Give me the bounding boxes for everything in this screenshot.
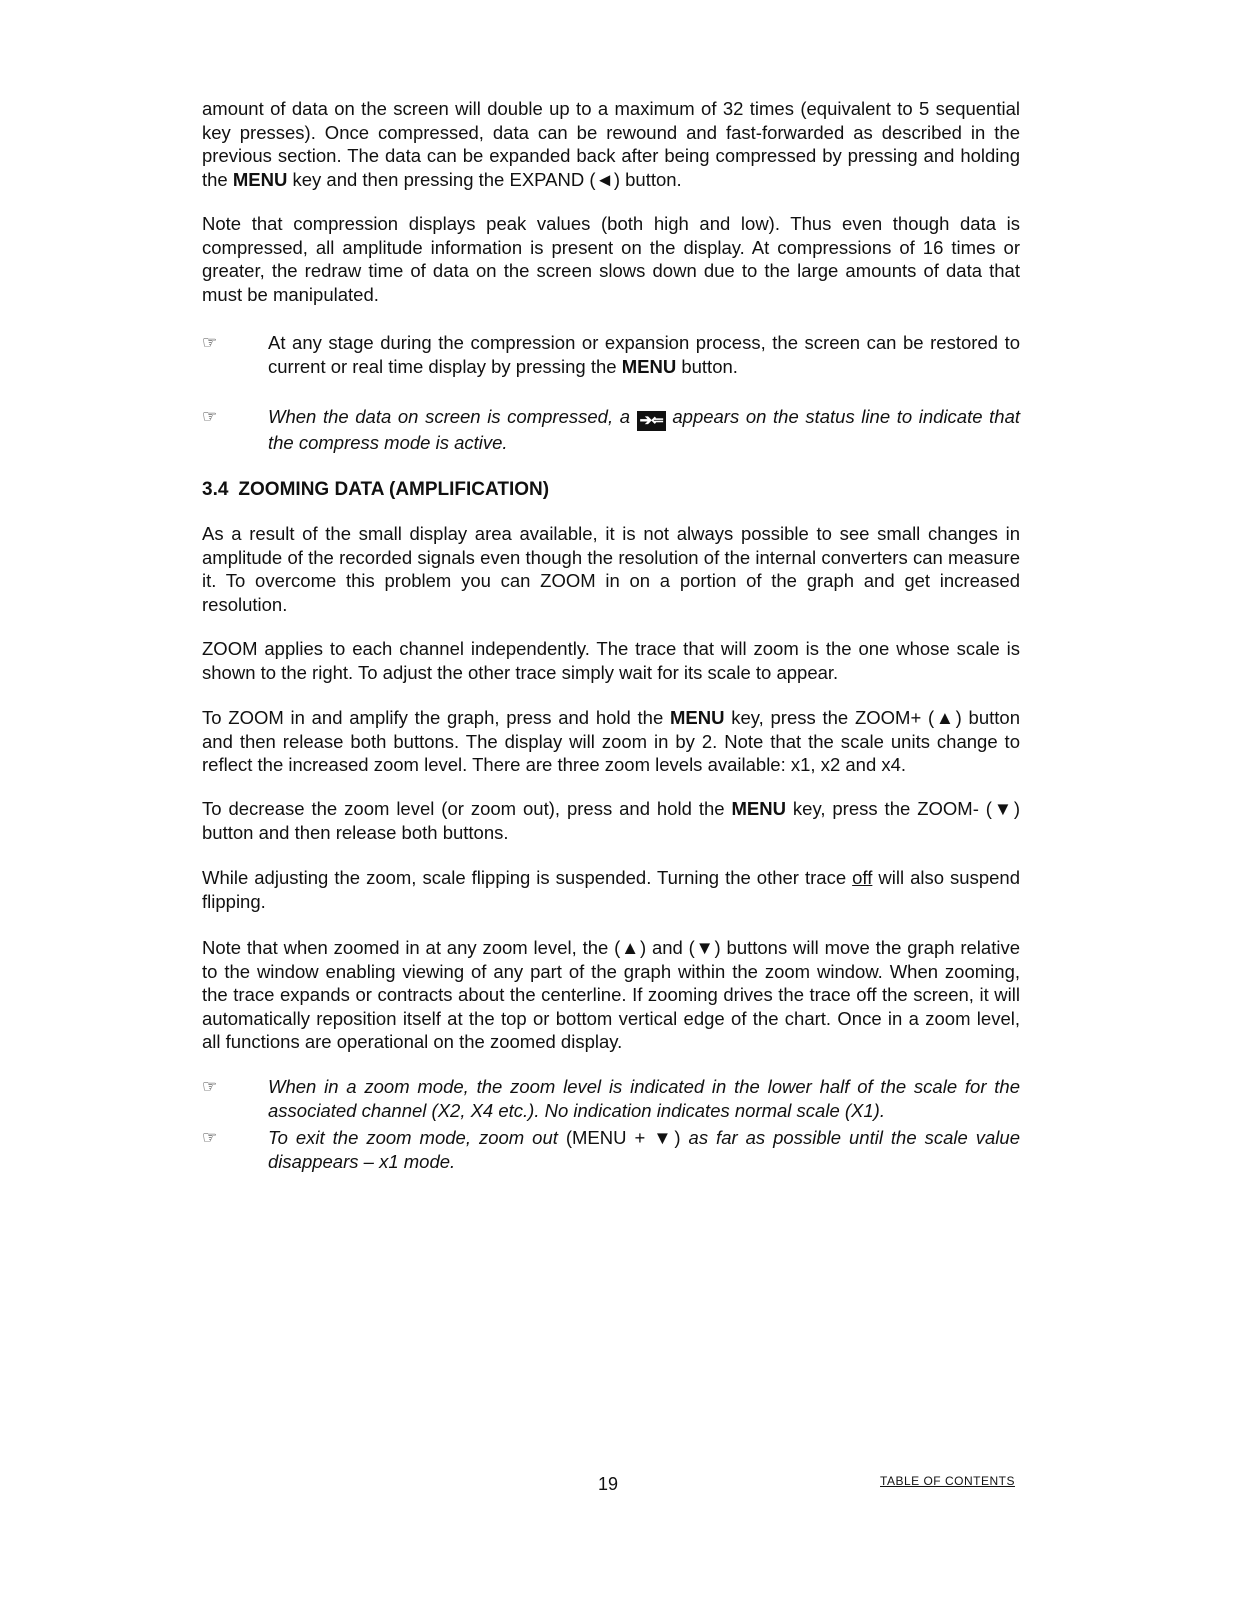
menu-key-label: MENU — [731, 798, 786, 819]
note-zoom-level-indicator — [202, 1075, 1020, 1122]
text-run: At any stage during the compression or expansion process, the screen can be restored to current or real time display by pressing the — [268, 332, 1020, 377]
note-text — [268, 1126, 1020, 1173]
pointing-hand-icon: ☞ — [202, 407, 218, 426]
text-run: key, press the ZOOM+ (▲) button and then release both buttons. The display will zoom in by 2. Note that the scale units change to reflect the increased zoom level. There are three zoom levels available: x1, x2 and x4. — [202, 707, 1020, 775]
text-run: appears on the status line to indicate that the compress mode is active. — [268, 406, 1020, 453]
paragraph-zoom-channel: ZOOM applies to each channel independently. The trace that will zoom is the one whose scale is shown to the right. To adjust the other trace simply wait for its scale to appear. — [202, 638, 1020, 683]
note-exit-zoom — [202, 1126, 1020, 1173]
section-number: 3.4 — [202, 479, 229, 500]
paragraph-peak-values: Note that compression displays peak values (both high and low). Thus even though data is compressed, all amplitude information is present on the display. At compressions of 16 times or greater, the redraw time of data on the screen slows down due to the large amounts of data that must be manipulated. — [202, 213, 1020, 305]
text-run: will also suspend flipping. — [202, 867, 1020, 912]
menu-key-label: MENU — [670, 707, 725, 728]
text-run: amount of data on the screen will double up to a maximum of 32 times (equivalent to 5 sequential key presses). Once compressed, data can be rewound and fast-forwarded as described in the previous section. The data can be expanded back after being compressed by pressing and holding the — [202, 98, 1020, 190]
paragraph-compression-intro — [202, 97, 1020, 191]
text-run: as far as possible until the scale value — [680, 1127, 1020, 1148]
pointing-hand-icon: ☞ — [202, 333, 218, 352]
note-restore-display — [202, 331, 1020, 378]
text-run: When the data on screen is compressed, a — [268, 406, 637, 427]
left-arrow-icon: ◄ — [595, 168, 614, 190]
section-title: ZOOMING DATA (AMPLIFICATION) — [238, 479, 550, 500]
text-run: disappears – x1 mode. — [268, 1150, 456, 1172]
key-combo: (MENU + ▼) — [565, 1127, 681, 1148]
note-text — [268, 405, 1020, 455]
menu-key-label: MENU — [621, 355, 677, 377]
table-of-contents-link[interactable]: TABLE OF CONTENTS — [880, 1474, 1015, 1488]
text-run: ) button. — [613, 168, 682, 190]
paragraph-scale-flipping — [202, 866, 1020, 913]
text-run: key, press the ZOOM- (▼) button and then release both buttons. — [202, 798, 1020, 843]
text-run: While adjusting the zoom, scale flipping is suspended. Turning the other trace — [202, 867, 853, 888]
paragraph-zoom-out — [202, 797, 1020, 844]
pointing-hand-icon: ☞ — [202, 1128, 218, 1147]
note-compress-indicator — [202, 405, 1020, 455]
text-run: To exit the zoom mode, zoom out — [268, 1127, 566, 1148]
page-number: 19 — [598, 1474, 619, 1494]
compress-mode-icon: ➔⇐ — [637, 411, 666, 431]
section-heading — [202, 478, 549, 502]
note-text — [268, 331, 1020, 378]
text-run: key and then pressing the EXPAND ( — [287, 168, 596, 190]
pointing-hand-icon: ☞ — [202, 1077, 218, 1096]
paragraph-zoom-in — [202, 706, 1020, 777]
text-run: To decrease the zoom level (or zoom out), press and hold the — [202, 798, 732, 819]
note-text: When in a zoom mode, the zoom level is indicated in the lower half of the scale for the associated channel (X2, X4 etc.). No indication indicates normal scale (X1). — [268, 1076, 1020, 1121]
text-run: To ZOOM in and amplify the graph, press and hold the — [202, 707, 670, 728]
text-run: button. — [676, 355, 738, 377]
paragraph-zoom-intro: As a result of the small display area available, it is not always possible to see small changes in amplitude of the recorded signals even though the resolution of the internal converters can measure it. To overcome this problem you can ZOOM in on a portion of the graph and get increased resolution. — [202, 523, 1020, 615]
menu-key-label: MENU — [232, 168, 288, 190]
paragraph-zoom-navigation: Note that when zoomed in at any zoom level, the (▲) and (▼) buttons will move the graph relative to the window enabling viewing of any part of the graph within the zoom window. When zooming, the trace expands or contracts about the centerline. If zooming drives the trace off the screen, it will automatically reposition itself at the top or bottom vertical edge of the chart. Once in a zoom level, all functions are operational on the zoomed display. — [202, 937, 1020, 1052]
underlined-off: off — [852, 867, 873, 888]
